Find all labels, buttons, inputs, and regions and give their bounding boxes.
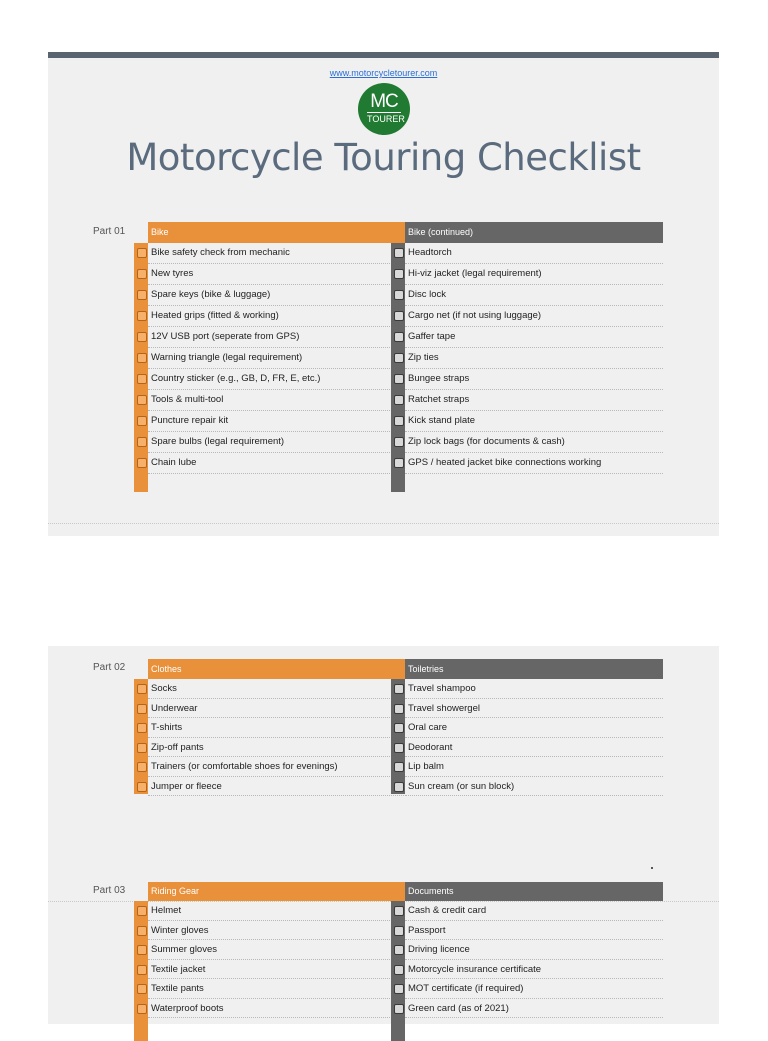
checklist-item-label: Oral care [408,722,448,733]
checkbox-icon[interactable] [394,374,404,384]
checklist-item[interactable] [148,738,406,758]
section-bike-continued [405,222,663,474]
section-color-strip [134,243,148,492]
checklist-item-label: Headtorch [408,247,452,258]
checklist-item-label: Green card (as of 2021) [408,1002,509,1014]
checklist-item[interactable] [405,940,663,960]
checklist-item[interactable] [405,243,663,264]
checkbox-icon[interactable] [394,332,404,342]
checkbox-icon[interactable] [137,782,147,792]
checklist-item-label: Hi-viz jacket (legal requirement) [408,268,542,279]
checkbox-icon[interactable] [394,269,404,279]
checklist-item[interactable] [405,777,663,797]
checklist-item[interactable] [148,411,406,432]
checkbox-icon[interactable] [394,704,404,714]
checklist-item-label: Heated grips (fitted & working) [151,310,279,321]
checklist-item[interactable] [405,679,663,699]
section-color-strip [391,243,405,492]
checklist-item-label: Helmet [151,905,182,916]
checklist-item-label: Textile pants [151,983,204,994]
checklist-item-label: Socks [151,683,177,694]
checklist-page-2 [48,646,719,1024]
checkbox-icon[interactable] [137,1004,147,1014]
checklist-item-label: Cash & credit card [408,905,487,916]
checklist-item-label: MOT certificate (if required) [408,983,524,994]
checklist-page-1 [48,52,719,536]
checklist-item-label: Ratchet straps [408,394,470,405]
checklist-item[interactable] [405,979,663,999]
checklist-item-label: Jumper or fleece [151,780,222,792]
checkbox-icon[interactable] [137,945,147,955]
checklist-item[interactable] [148,264,406,285]
checkbox-icon[interactable] [394,984,404,994]
checklist-item-label: Zip lock bags (for documents & cash) [408,436,565,447]
checkbox-icon[interactable] [137,762,147,772]
logo-text-tourer: TOURER [367,114,405,124]
checklist-item-label: Passport [408,924,446,936]
checkbox-icon[interactable] [394,395,404,405]
checklist-item-label: New tyres [151,268,194,279]
section-clothes [148,659,406,796]
checklist-item[interactable] [405,285,663,306]
checkbox-icon[interactable] [394,743,404,753]
checklist-item[interactable] [405,901,663,921]
checkbox-icon[interactable] [394,926,404,936]
checkbox-icon[interactable] [137,395,147,405]
part-label: Part 03 [93,885,126,896]
checklist-item[interactable] [405,718,663,738]
checklist-item-label: Bungee straps [408,373,470,384]
checkbox-icon[interactable] [394,416,404,426]
checkbox-icon[interactable] [137,704,147,714]
checkbox-icon[interactable] [394,906,404,916]
checklist-item-label: Gaffer tape [408,331,456,342]
stray-dot [651,867,653,869]
checklist-item[interactable] [148,921,406,941]
part-label: Part 02 [93,662,126,673]
checkbox-icon[interactable] [137,248,147,258]
checkbox-icon[interactable] [137,926,147,936]
section-riding-gear [148,882,406,1018]
checklist-item[interactable] [148,369,406,390]
section-bike [148,222,406,474]
checklist-item[interactable] [405,432,663,453]
section-toiletries [405,659,663,796]
checklist-item[interactable] [405,999,663,1019]
checklist-item-label: Country sticker (e.g., GB, D, FR, E, etc.) [151,373,321,384]
checklist-item[interactable] [148,757,406,777]
page-title: Motorcycle Touring Checklist [126,136,641,179]
checklist-item-label: Puncture repair kit [151,415,229,426]
section-heading: Riding Gear [148,882,406,901]
checklist-item[interactable] [148,699,406,719]
checkbox-icon[interactable] [137,743,147,753]
checklist-item[interactable] [405,411,663,432]
section-documents [405,882,663,1018]
section-heading: Bike (continued) [405,222,663,243]
website-link[interactable]: www.motorcycletourer.com [329,68,438,78]
checklist-item[interactable] [148,777,406,797]
checklist-item[interactable] [148,243,406,264]
checklist-item[interactable] [405,348,663,369]
checklist-item-label: Waterproof boots [151,1002,224,1014]
section-color-strip [391,679,405,794]
part-label: Part 01 [93,226,126,237]
checklist-item[interactable] [405,453,663,474]
checklist-item[interactable] [405,369,663,390]
checkbox-icon[interactable] [137,684,147,694]
checklist-item-label: Travel shampoo [408,683,476,694]
checklist-item-label: Kick stand plate [408,415,476,426]
page-divider [48,523,719,524]
section-heading: Documents [405,882,663,901]
checkbox-icon[interactable] [137,269,147,279]
checkbox-icon[interactable] [394,723,404,733]
checklist-item[interactable] [405,390,663,411]
checkbox-icon[interactable] [394,458,404,468]
checkbox-icon[interactable] [137,458,147,468]
checkbox-icon[interactable] [137,965,147,975]
checklist-item-label: Zip-off pants [151,741,204,753]
checklist-item-label: Spare keys (bike & luggage) [151,289,271,300]
checklist-item-label: Travel showergel [408,702,480,714]
checklist-item[interactable] [148,390,406,411]
checklist-item-label: Textile jacket [151,963,206,975]
checkbox-icon[interactable] [137,906,147,916]
checklist-item[interactable] [405,264,663,285]
section-heading: Clothes [148,659,406,679]
checklist-item[interactable] [405,757,663,777]
checklist-item-label: Sun cream (or sun block) [408,780,515,792]
checkbox-icon[interactable] [137,374,147,384]
checkbox-icon[interactable] [394,248,404,258]
checkbox-icon[interactable] [137,416,147,426]
checklist-item[interactable] [148,453,406,474]
checklist-item[interactable] [405,738,663,758]
checkbox-icon[interactable] [394,684,404,694]
checklist-item-label: 12V USB port (seperate from GPS) [151,331,300,342]
checklist-item[interactable] [148,306,406,327]
logo-text-mc: MC [370,91,398,112]
checklist-item-label: Cargo net (if not using luggage) [408,310,542,321]
checklist-item-label: Spare bulbs (legal requirement) [151,436,285,447]
checkbox-icon[interactable] [137,290,147,300]
checklist-item-label: Bike safety check from mechanic [151,247,290,258]
checklist-item[interactable] [148,679,406,699]
mc-tourer-logo [358,83,410,135]
checklist-item[interactable] [148,901,406,921]
checkbox-icon[interactable] [137,984,147,994]
checklist-item-label: Underwear [151,702,198,714]
checklist-item-label: Motorcycle insurance certificate [408,963,542,975]
checklist-item-label: Warning triangle (legal requirement) [151,352,303,363]
checkbox-icon[interactable] [394,437,404,447]
section-color-strip [134,679,148,794]
checkbox-icon[interactable] [137,353,147,363]
section-heading: Toiletries [405,659,663,679]
checklist-item-label: Tools & multi-tool [151,394,224,405]
checklist-item[interactable] [148,327,406,348]
checklist-item-label: Disc lock [408,289,447,300]
checkbox-icon[interactable] [394,290,404,300]
checkbox-icon[interactable] [137,311,147,321]
checklist-item[interactable] [148,348,406,369]
checkbox-icon[interactable] [394,762,404,772]
checkbox-icon[interactable] [137,437,147,447]
checklist-item[interactable] [148,979,406,999]
checklist-item[interactable] [405,960,663,980]
checklist-item[interactable] [148,718,406,738]
checklist-item[interactable] [405,699,663,719]
checkbox-icon[interactable] [394,945,404,955]
checklist-item[interactable] [148,940,406,960]
checklist-item-label: Zip ties [408,352,439,363]
checklist-item-label: T-shirts [151,722,183,733]
checkbox-icon[interactable] [137,332,147,342]
checkbox-icon[interactable] [394,1004,404,1014]
section-heading: Bike [148,222,406,243]
checklist-item[interactable] [405,327,663,348]
checklist-item[interactable] [148,285,406,306]
checklist-item-label: Deodorant [408,741,453,753]
checkbox-icon[interactable] [394,353,404,363]
checkbox-icon[interactable] [394,782,404,792]
checklist-item[interactable] [405,306,663,327]
checkbox-icon[interactable] [137,723,147,733]
checklist-item-label: Winter gloves [151,924,209,936]
checklist-item[interactable] [148,960,406,980]
checklist-item-label: GPS / heated jacket bike connections working [408,457,602,468]
checklist-item-label: Chain lube [151,457,197,468]
checkbox-icon[interactable] [394,311,404,321]
checklist-item-label: Driving licence [408,944,470,955]
checklist-item-label: Trainers (or comfortable shoes for evenings) [151,761,338,772]
checkbox-icon[interactable] [394,965,404,975]
checklist-item-label: Summer gloves [151,944,217,955]
checklist-item[interactable] [148,432,406,453]
checklist-item[interactable] [148,999,406,1019]
checklist-item[interactable] [405,921,663,941]
checklist-item-label: Lip balm [408,761,444,772]
